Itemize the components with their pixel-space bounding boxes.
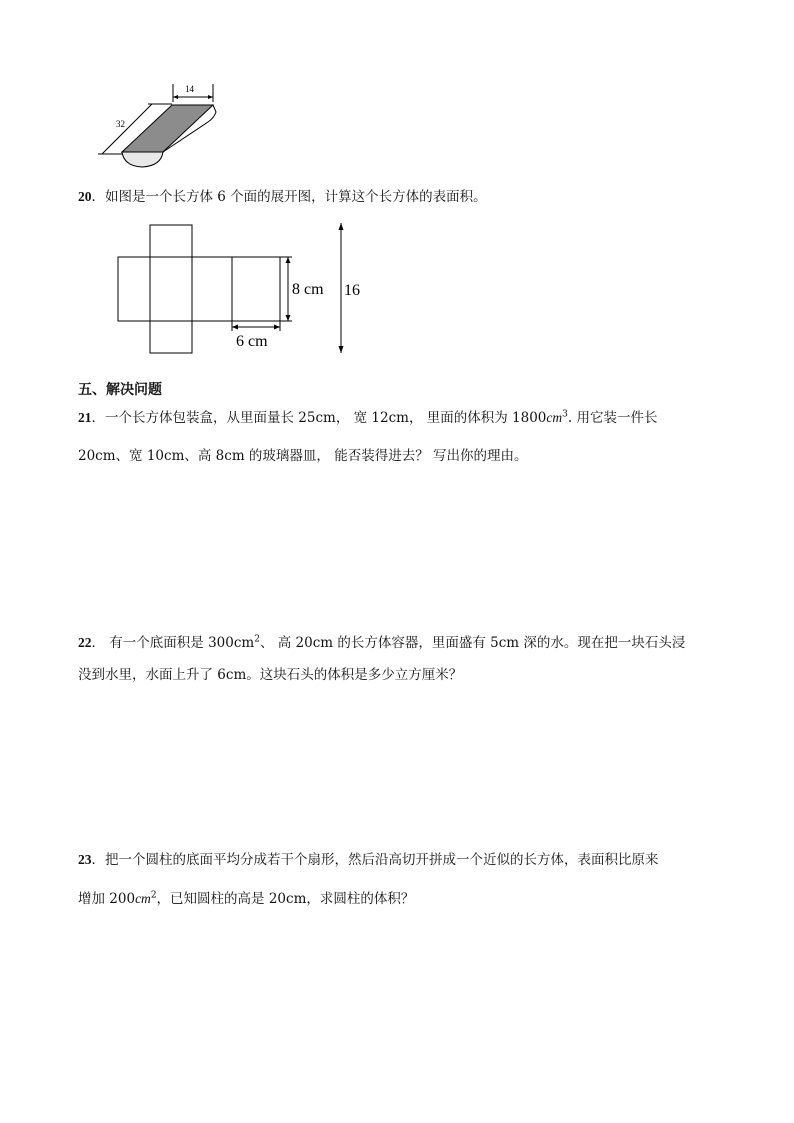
exponent: 2 — [150, 890, 157, 901]
question-text-line1b: 、 高 20cm 的长方体容器，里面盛有 5cm 深的水。现在把一块石头浸 — [259, 635, 686, 651]
unit-text: cm — [135, 891, 151, 906]
question-22-line2 — [78, 665, 462, 685]
question-20 — [78, 187, 487, 207]
question-21-line2 — [78, 446, 528, 466]
question-text-line1a: ．一个长方体包装盒，从里面量长 25cm， 宽 12cm， 里面的体积为 1800 — [91, 410, 547, 426]
question-text-line1: ．把一个圆柱的底面平均分成若干个扇形，然后沿高切开拼成一个近似的长方体，表面积比原来 — [91, 852, 659, 868]
label-6cm: 6 cm — [236, 333, 268, 350]
exponent: 3 — [562, 409, 568, 420]
question-text: ．如图是一个长方体 6 个面的展开图，计算这个长方体的表面积。 — [91, 189, 487, 205]
question-number: 20 — [78, 189, 92, 204]
label-length: 32 — [116, 119, 125, 129]
question-number: 22 — [78, 635, 92, 650]
question-text-line2: 20cm、宽 10cm、高 8cm 的玻璃器皿， 能否装得进去？ 写出你的理由。 — [78, 448, 528, 464]
section-title: 五、解决问题 — [78, 382, 162, 398]
question-text-line1b: . 用它装一件长 — [567, 410, 658, 426]
question-number: 23 — [78, 852, 92, 867]
question-text-line2b: ，已知圆柱的高是 20cm，求圆柱的体积？ — [156, 891, 415, 907]
question-text-line2a: 增加 200 — [78, 891, 136, 907]
question-number: 21 — [78, 410, 92, 425]
question-text-line2: 没到水里，水面上升了 6cm。这块石头的体积是多少立方厘米？ — [78, 667, 463, 683]
unit-text: cm — [546, 410, 563, 425]
label-width: 14 — [185, 84, 194, 94]
question-text-line1a: ． 有一个底面积是 300cm — [91, 635, 255, 651]
question-23 — [78, 850, 659, 870]
question-22 — [78, 633, 685, 653]
question-23-line2 — [78, 889, 414, 909]
figure-half-cylinder — [90, 78, 230, 178]
label-8cm: 8 cm — [292, 281, 324, 298]
question-21 — [78, 408, 657, 428]
figure-cuboid-net — [110, 218, 380, 360]
exponent: 2 — [254, 634, 260, 645]
label-16: 16 — [344, 282, 360, 299]
